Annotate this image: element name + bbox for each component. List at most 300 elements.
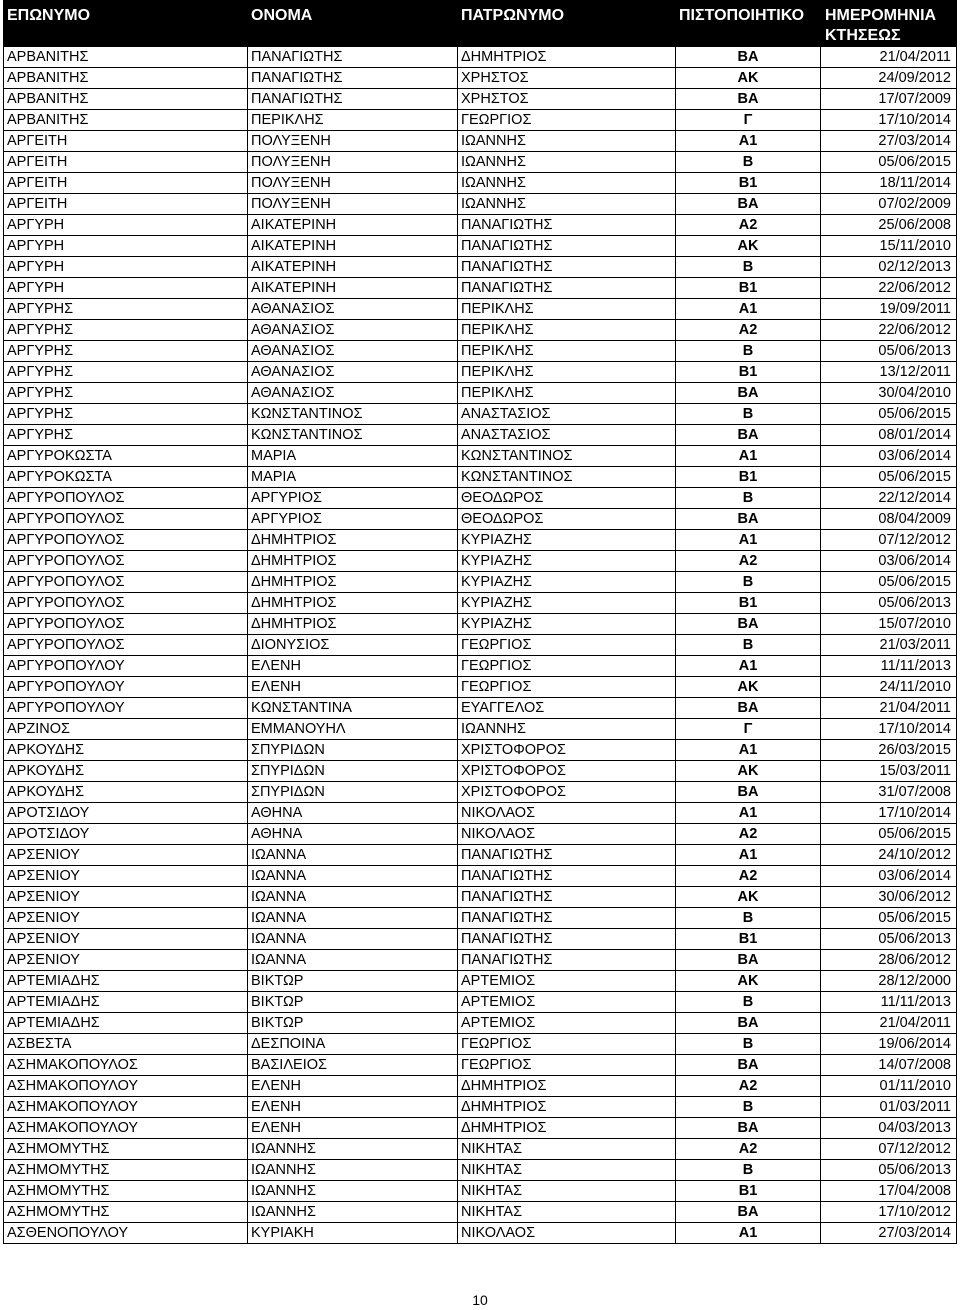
certificate-cell: ΒΑ xyxy=(676,509,821,530)
certificate-cell: Α2 xyxy=(676,824,821,845)
table-body xyxy=(4,47,957,1244)
date-cell: 05/06/2013 xyxy=(821,341,957,362)
father-name-cell: ΝΙΚΟΛΑΟΣ xyxy=(458,1223,676,1244)
name-cell: ΑΙΚΑΤΕΡΙΝΗ xyxy=(248,215,458,236)
certificate-cell: ΒΑ xyxy=(676,1118,821,1139)
father-name-cell: ΚΥΡΙΑΖΗΣ xyxy=(458,572,676,593)
table-row xyxy=(4,1160,957,1181)
name-cell: ΕΛΕΝΗ xyxy=(248,677,458,698)
date-cell: 21/04/2011 xyxy=(821,698,957,719)
date-cell: 08/01/2014 xyxy=(821,425,957,446)
certificate-cell: Α2 xyxy=(676,1139,821,1160)
surname-cell: ΑΡΣΕΝΙΟΥ xyxy=(4,950,248,971)
surname-cell: ΑΡΒΑΝΙΤΗΣ xyxy=(4,110,248,131)
father-name-cell: ΓΕΩΡΓΙΟΣ xyxy=(458,677,676,698)
name-cell: ΑΘΗΝΑ xyxy=(248,803,458,824)
name-cell: ΚΥΡΙΑΚΗ xyxy=(248,1223,458,1244)
surname-cell: ΑΡΓΥΡΗΣ xyxy=(4,404,248,425)
father-name-cell: ΚΥΡΙΑΖΗΣ xyxy=(458,530,676,551)
name-cell: ΣΠΥΡΙΔΩΝ xyxy=(248,761,458,782)
table-row xyxy=(4,1139,957,1160)
certificate-cell: Β xyxy=(676,1034,821,1055)
surname-cell: ΑΡΒΑΝΙΤΗΣ xyxy=(4,68,248,89)
certificate-cell: Β xyxy=(676,488,821,509)
table-row xyxy=(4,593,957,614)
certificate-cell: Γ xyxy=(676,110,821,131)
name-cell: ΙΩΑΝΝΗΣ xyxy=(248,1181,458,1202)
surname-cell: ΑΣΗΜΟΜΥΤΗΣ xyxy=(4,1160,248,1181)
certificate-cell: Β xyxy=(676,992,821,1013)
certificate-cell: ΒΑ xyxy=(676,950,821,971)
father-name-cell: ΚΥΡΙΑΖΗΣ xyxy=(458,551,676,572)
table-row xyxy=(4,488,957,509)
surname-cell: ΑΡΓΥΡΗ xyxy=(4,236,248,257)
name-cell: ΑΘΗΝΑ xyxy=(248,824,458,845)
date-cell: 05/06/2013 xyxy=(821,1160,957,1181)
table-row xyxy=(4,173,957,194)
surname-cell: ΑΡΓΕΙΤΗ xyxy=(4,152,248,173)
name-cell: ΜΑΡΙΑ xyxy=(248,467,458,488)
certificate-cell: ΒΑ xyxy=(676,1013,821,1034)
name-cell: ΑΘΑΝΑΣΙΟΣ xyxy=(248,383,458,404)
date-cell: 07/12/2012 xyxy=(821,1139,957,1160)
name-cell: ΕΛΕΝΗ xyxy=(248,656,458,677)
table-row xyxy=(4,740,957,761)
father-name-cell: ΠΑΝΑΓΙΩΤΗΣ xyxy=(458,215,676,236)
surname-cell: ΑΣΗΜΑΚΟΠΟΥΛΟΥ xyxy=(4,1118,248,1139)
name-cell: ΕΛΕΝΗ xyxy=(248,1118,458,1139)
certificate-cell: Β xyxy=(676,257,821,278)
name-cell: ΙΩΑΝΝΑ xyxy=(248,908,458,929)
date-cell: 05/06/2015 xyxy=(821,152,957,173)
name-cell: ΕΛΕΝΗ xyxy=(248,1097,458,1118)
name-cell: ΒΑΣΙΛΕΙΟΣ xyxy=(248,1055,458,1076)
certificate-cell: ΑΚ xyxy=(676,761,821,782)
name-cell: ΠΕΡΙΚΛΗΣ xyxy=(248,110,458,131)
father-name-cell: ΑΝΑΣΤΑΣΙΟΣ xyxy=(458,425,676,446)
table-row xyxy=(4,404,957,425)
certificate-cell: Α2 xyxy=(676,551,821,572)
surname-cell: ΑΡΓΥΡΟΠΟΥΛΟΣ xyxy=(4,488,248,509)
date-cell: 02/12/2013 xyxy=(821,257,957,278)
name-cell: ΙΩΑΝΝΑ xyxy=(248,929,458,950)
surname-cell: ΑΣΗΜΑΚΟΠΟΥΛΟΣ xyxy=(4,1055,248,1076)
date-cell: 17/10/2012 xyxy=(821,1202,957,1223)
father-name-cell: ΠΕΡΙΚΛΗΣ xyxy=(458,383,676,404)
table-row xyxy=(4,68,957,89)
name-cell: ΠΑΝΑΓΙΩΤΗΣ xyxy=(248,89,458,110)
father-name-cell: ΠΑΝΑΓΙΩΤΗΣ xyxy=(458,887,676,908)
date-cell: 24/11/2010 xyxy=(821,677,957,698)
name-cell: ΑΡΓΥΡΙΟΣ xyxy=(248,509,458,530)
header-certificate: ΠΙΣΤΟΠΟΙΗΤΙΚΟ xyxy=(676,1,821,47)
surname-cell: ΑΣΗΜΟΜΥΤΗΣ xyxy=(4,1202,248,1223)
date-cell: 21/04/2011 xyxy=(821,47,957,68)
date-cell: 28/12/2000 xyxy=(821,971,957,992)
father-name-cell: ΧΡΗΣΤΟΣ xyxy=(458,68,676,89)
father-name-cell: ΔΗΜΗΤΡΙΟΣ xyxy=(458,1118,676,1139)
date-cell: 24/10/2012 xyxy=(821,845,957,866)
name-cell: ΚΩΝΣΤΑΝΤΙΝΟΣ xyxy=(248,425,458,446)
surname-cell: ΑΣΒΕΣΤΑ xyxy=(4,1034,248,1055)
surname-cell: ΑΡΓΥΡΗ xyxy=(4,257,248,278)
certificate-cell: Β1 xyxy=(676,467,821,488)
father-name-cell: ΘΕΟΔΩΡΟΣ xyxy=(458,509,676,530)
table-row xyxy=(4,803,957,824)
name-cell: ΑΙΚΑΤΕΡΙΝΗ xyxy=(248,236,458,257)
name-cell: ΔΗΜΗΤΡΙΟΣ xyxy=(248,572,458,593)
surname-cell: ΑΡΓΥΡΟΠΟΥΛΟΣ xyxy=(4,530,248,551)
father-name-cell: ΠΕΡΙΚΛΗΣ xyxy=(458,320,676,341)
father-name-cell: ΙΩΑΝΝΗΣ xyxy=(458,131,676,152)
name-cell: ΑΘΑΝΑΣΙΟΣ xyxy=(248,362,458,383)
table-row xyxy=(4,425,957,446)
name-cell: ΔΗΜΗΤΡΙΟΣ xyxy=(248,593,458,614)
father-name-cell: ΓΕΩΡΓΙΟΣ xyxy=(458,110,676,131)
certificate-cell: Α1 xyxy=(676,656,821,677)
date-cell: 27/03/2014 xyxy=(821,1223,957,1244)
surname-cell: ΑΡΓΕΙΤΗ xyxy=(4,131,248,152)
certificate-cell: ΒΑ xyxy=(676,425,821,446)
certificate-cell: ΒΑ xyxy=(676,698,821,719)
father-name-cell: ΝΙΚΗΤΑΣ xyxy=(458,1139,676,1160)
certificate-cell: ΑΚ xyxy=(676,971,821,992)
certificate-cell: Β1 xyxy=(676,362,821,383)
certificate-cell: Β1 xyxy=(676,173,821,194)
header-date-line2: ΚΤΗΣΕΩΣ xyxy=(825,27,901,44)
name-cell: ΠΟΛΥΞΕΝΗ xyxy=(248,173,458,194)
father-name-cell: ΧΡΙΣΤΟΦΟΡΟΣ xyxy=(458,761,676,782)
header-acquisition-date xyxy=(821,1,957,47)
certificate-cell: Α2 xyxy=(676,1076,821,1097)
date-cell: 17/07/2009 xyxy=(821,89,957,110)
certificate-cell: Α1 xyxy=(676,131,821,152)
certificate-cell: Α1 xyxy=(676,530,821,551)
surname-cell: ΑΡΣΕΝΙΟΥ xyxy=(4,887,248,908)
certificate-cell: ΒΑ xyxy=(676,1202,821,1223)
father-name-cell: ΓΕΩΡΓΙΟΣ xyxy=(458,656,676,677)
certificate-cell: ΑΚ xyxy=(676,68,821,89)
date-cell: 05/06/2015 xyxy=(821,908,957,929)
name-cell: ΠΑΝΑΓΙΩΤΗΣ xyxy=(248,47,458,68)
date-cell: 05/06/2013 xyxy=(821,593,957,614)
surname-cell: ΑΡΖΙΝΟΣ xyxy=(4,719,248,740)
certificate-cell: Α1 xyxy=(676,1223,821,1244)
father-name-cell: ΔΗΜΗΤΡΙΟΣ xyxy=(458,1076,676,1097)
surname-cell: ΑΡΟΤΣΙΔΟΥ xyxy=(4,803,248,824)
surname-cell: ΑΡΓΕΙΤΗ xyxy=(4,194,248,215)
table-row xyxy=(4,1076,957,1097)
certificate-cell: ΒΑ xyxy=(676,47,821,68)
date-cell: 19/06/2014 xyxy=(821,1034,957,1055)
table-row xyxy=(4,89,957,110)
father-name-cell: ΠΕΡΙΚΛΗΣ xyxy=(458,341,676,362)
surname-cell: ΑΡΚΟΥΔΗΣ xyxy=(4,761,248,782)
father-name-cell: ΘΕΟΔΩΡΟΣ xyxy=(458,488,676,509)
certificate-cell: ΑΚ xyxy=(676,236,821,257)
father-name-cell: ΠΑΝΑΓΙΩΤΗΣ xyxy=(458,845,676,866)
name-cell: ΙΩΑΝΝΗΣ xyxy=(248,1202,458,1223)
father-name-cell: ΚΩΝΣΤΑΝΤΙΝΟΣ xyxy=(458,467,676,488)
table-row xyxy=(4,257,957,278)
surname-cell: ΑΡΓΥΡΟΠΟΥΛΟΣ xyxy=(4,572,248,593)
name-cell: ΜΑΡΙΑ xyxy=(248,446,458,467)
surname-cell: ΑΡΤΕΜΙΑΔΗΣ xyxy=(4,992,248,1013)
date-cell: 18/11/2014 xyxy=(821,173,957,194)
table-row xyxy=(4,656,957,677)
father-name-cell: ΙΩΑΝΝΗΣ xyxy=(458,719,676,740)
date-cell: 25/06/2008 xyxy=(821,215,957,236)
father-name-cell: ΧΡΙΣΤΟΦΟΡΟΣ xyxy=(458,740,676,761)
table-row xyxy=(4,719,957,740)
name-cell: ΙΩΑΝΝΑ xyxy=(248,887,458,908)
header-row xyxy=(4,1,957,47)
table-row xyxy=(4,299,957,320)
certificate-cell: Γ xyxy=(676,719,821,740)
name-cell: ΑΘΑΝΑΣΙΟΣ xyxy=(248,341,458,362)
surname-cell: ΑΡΓΥΡΗ xyxy=(4,215,248,236)
surname-cell: ΑΣΗΜΟΜΥΤΗΣ xyxy=(4,1139,248,1160)
certificate-cell: ΒΑ xyxy=(676,89,821,110)
table-row xyxy=(4,194,957,215)
date-cell: 17/10/2014 xyxy=(821,719,957,740)
date-cell: 08/04/2009 xyxy=(821,509,957,530)
page-number: 10 xyxy=(472,1292,488,1308)
surname-cell: ΑΡΓΥΡΟΠΟΥΛΟΣ xyxy=(4,551,248,572)
certificate-cell: Β1 xyxy=(676,1181,821,1202)
father-name-cell: ΠΑΝΑΓΙΩΤΗΣ xyxy=(458,278,676,299)
father-name-cell: ΙΩΑΝΝΗΣ xyxy=(458,173,676,194)
table-row xyxy=(4,971,957,992)
table-row xyxy=(4,362,957,383)
date-cell: 21/03/2011 xyxy=(821,635,957,656)
certificate-cell: ΒΑ xyxy=(676,1055,821,1076)
date-cell: 15/11/2010 xyxy=(821,236,957,257)
surname-cell: ΑΡΓΥΡΗΣ xyxy=(4,320,248,341)
name-cell: ΠΟΛΥΞΕΝΗ xyxy=(248,152,458,173)
father-name-cell: ΚΩΝΣΤΑΝΤΙΝΟΣ xyxy=(458,446,676,467)
father-name-cell: ΚΥΡΙΑΖΗΣ xyxy=(458,593,676,614)
date-cell: 05/06/2013 xyxy=(821,929,957,950)
date-cell: 22/06/2012 xyxy=(821,320,957,341)
father-name-cell: ΠΑΝΑΓΙΩΤΗΣ xyxy=(458,866,676,887)
father-name-cell: ΙΩΑΝΝΗΣ xyxy=(458,194,676,215)
date-cell: 17/10/2014 xyxy=(821,803,957,824)
father-name-cell: ΧΡΙΣΤΟΦΟΡΟΣ xyxy=(458,782,676,803)
name-cell: ΕΛΕΝΗ xyxy=(248,1076,458,1097)
surname-cell: ΑΡΓΥΡΟΠΟΥΛΟΣ xyxy=(4,614,248,635)
surname-cell: ΑΣΘΕΝΟΠΟΥΛΟΥ xyxy=(4,1223,248,1244)
table-row xyxy=(4,929,957,950)
date-cell: 30/04/2010 xyxy=(821,383,957,404)
father-name-cell: ΓΕΩΡΓΙΟΣ xyxy=(458,1034,676,1055)
table-row xyxy=(4,278,957,299)
name-cell: ΙΩΑΝΝΑ xyxy=(248,845,458,866)
date-cell: 19/09/2011 xyxy=(821,299,957,320)
certificate-cell: ΒΑ xyxy=(676,383,821,404)
date-cell: 30/06/2012 xyxy=(821,887,957,908)
date-cell: 07/02/2009 xyxy=(821,194,957,215)
table-row xyxy=(4,47,957,68)
date-cell: 17/10/2014 xyxy=(821,110,957,131)
certificate-cell: Β xyxy=(676,1160,821,1181)
father-name-cell: ΝΙΚΗΤΑΣ xyxy=(458,1160,676,1181)
date-cell: 15/03/2011 xyxy=(821,761,957,782)
date-cell: 26/03/2015 xyxy=(821,740,957,761)
table-row xyxy=(4,824,957,845)
father-name-cell: ΑΡΤΕΜΙΟΣ xyxy=(458,1013,676,1034)
table-row xyxy=(4,446,957,467)
father-name-cell: ΧΡΗΣΤΟΣ xyxy=(458,89,676,110)
name-cell: ΙΩΑΝΝΗΣ xyxy=(248,1139,458,1160)
date-cell: 05/06/2015 xyxy=(821,824,957,845)
table-row xyxy=(4,1202,957,1223)
surname-cell: ΑΡΓΥΡΗΣ xyxy=(4,341,248,362)
table-row xyxy=(4,1055,957,1076)
surname-cell: ΑΡΤΕΜΙΑΔΗΣ xyxy=(4,1013,248,1034)
certificate-cell: ΑΚ xyxy=(676,887,821,908)
surname-cell: ΑΡΓΕΙΤΗ xyxy=(4,173,248,194)
table-row xyxy=(4,677,957,698)
surname-cell: ΑΡΒΑΝΙΤΗΣ xyxy=(4,89,248,110)
certificate-cell: Β xyxy=(676,572,821,593)
table-row xyxy=(4,761,957,782)
table-row xyxy=(4,887,957,908)
table-row xyxy=(4,1013,957,1034)
table-row xyxy=(4,383,957,404)
name-cell: ΔΗΜΗΤΡΙΟΣ xyxy=(248,614,458,635)
table-row xyxy=(4,782,957,803)
header-father-name: ΠΑΤΡΩΝΥΜΟ xyxy=(458,1,676,47)
certificate-cell: Α2 xyxy=(676,215,821,236)
name-cell: ΑΙΚΑΤΕΡΙΝΗ xyxy=(248,257,458,278)
name-cell: ΙΩΑΝΝΑ xyxy=(248,950,458,971)
table-row xyxy=(4,1034,957,1055)
surname-cell: ΑΡΚΟΥΔΗΣ xyxy=(4,782,248,803)
father-name-cell: ΠΑΝΑΓΙΩΤΗΣ xyxy=(458,908,676,929)
date-cell: 31/07/2008 xyxy=(821,782,957,803)
surname-cell: ΑΡΓΥΡΗΣ xyxy=(4,299,248,320)
date-cell: 03/06/2014 xyxy=(821,551,957,572)
certificate-cell: Β1 xyxy=(676,593,821,614)
table-row xyxy=(4,467,957,488)
surname-cell: ΑΡΒΑΝΙΤΗΣ xyxy=(4,47,248,68)
name-cell: ΔΙΟΝΥΣΙΟΣ xyxy=(248,635,458,656)
certificate-cell: Β xyxy=(676,908,821,929)
father-name-cell: ΝΙΚΗΤΑΣ xyxy=(458,1202,676,1223)
certificate-cell: ΑΚ xyxy=(676,677,821,698)
father-name-cell: ΝΙΚΟΛΑΟΣ xyxy=(458,803,676,824)
name-cell: ΚΩΝΣΤΑΝΤΙΝΟΣ xyxy=(248,404,458,425)
date-cell: 11/11/2013 xyxy=(821,656,957,677)
surname-cell: ΑΡΓΥΡΟΠΟΥΛΟΥ xyxy=(4,698,248,719)
surname-cell: ΑΡΓΥΡΟΚΩΣΤΑ xyxy=(4,467,248,488)
name-cell: ΕΜΜΑΝΟΥΗΛ xyxy=(248,719,458,740)
date-cell: 15/07/2010 xyxy=(821,614,957,635)
surname-cell: ΑΡΓΥΡΟΠΟΥΛΟΥ xyxy=(4,656,248,677)
father-name-cell: ΠΑΝΑΓΙΩΤΗΣ xyxy=(458,236,676,257)
father-name-cell: ΠΕΡΙΚΛΗΣ xyxy=(458,362,676,383)
certificate-cell: Β1 xyxy=(676,929,821,950)
date-cell: 03/06/2014 xyxy=(821,446,957,467)
table-row xyxy=(4,845,957,866)
surname-cell: ΑΡΓΥΡΟΠΟΥΛΟΣ xyxy=(4,635,248,656)
table-row xyxy=(4,509,957,530)
date-cell: 22/06/2012 xyxy=(821,278,957,299)
table-row xyxy=(4,866,957,887)
name-cell: ΣΠΥΡΙΔΩΝ xyxy=(248,740,458,761)
father-name-cell: ΕΥΑΓΓΕΛΟΣ xyxy=(458,698,676,719)
certificate-cell: ΒΑ xyxy=(676,614,821,635)
name-cell: ΔΗΜΗΤΡΙΟΣ xyxy=(248,551,458,572)
certificate-cell: Β xyxy=(676,635,821,656)
name-cell: ΒΙΚΤΩΡ xyxy=(248,1013,458,1034)
table-row xyxy=(4,908,957,929)
surname-cell: ΑΡΟΤΣΙΔΟΥ xyxy=(4,824,248,845)
table-row xyxy=(4,1097,957,1118)
certificate-cell: Α1 xyxy=(676,803,821,824)
surname-cell: ΑΡΣΕΝΙΟΥ xyxy=(4,908,248,929)
name-cell: ΔΗΜΗΤΡΙΟΣ xyxy=(248,530,458,551)
certificate-cell: Β xyxy=(676,1097,821,1118)
date-cell: 13/12/2011 xyxy=(821,362,957,383)
date-cell: 11/11/2013 xyxy=(821,992,957,1013)
father-name-cell: ΠΕΡΙΚΛΗΣ xyxy=(458,299,676,320)
surname-cell: ΑΡΓΥΡΗΣ xyxy=(4,425,248,446)
surname-cell: ΑΡΤΕΜΙΑΔΗΣ xyxy=(4,971,248,992)
date-cell: 03/06/2014 xyxy=(821,866,957,887)
certificate-cell: ΒΑ xyxy=(676,194,821,215)
date-cell: 07/12/2012 xyxy=(821,530,957,551)
table-header xyxy=(4,1,957,47)
table-row xyxy=(4,698,957,719)
table-row xyxy=(4,110,957,131)
surname-cell: ΑΡΓΥΡΟΠΟΥΛΟΣ xyxy=(4,509,248,530)
surname-cell: ΑΣΗΜΟΜΥΤΗΣ xyxy=(4,1181,248,1202)
date-cell: 04/03/2013 xyxy=(821,1118,957,1139)
date-cell: 24/09/2012 xyxy=(821,68,957,89)
date-cell: 14/07/2008 xyxy=(821,1055,957,1076)
father-name-cell: ΝΙΚΟΛΑΟΣ xyxy=(458,824,676,845)
name-cell: ΠΟΛΥΞΕΝΗ xyxy=(248,131,458,152)
father-name-cell: ΠΑΝΑΓΙΩΤΗΣ xyxy=(458,929,676,950)
header-name: ΟΝΟΜΑ xyxy=(248,1,458,47)
table-row xyxy=(4,341,957,362)
table-row xyxy=(4,551,957,572)
table-row xyxy=(4,530,957,551)
table-row xyxy=(4,131,957,152)
date-cell: 01/03/2011 xyxy=(821,1097,957,1118)
surname-cell: ΑΡΓΥΡΟΠΟΥΛΟΣ xyxy=(4,593,248,614)
table-row xyxy=(4,614,957,635)
father-name-cell: ΚΥΡΙΑΖΗΣ xyxy=(458,614,676,635)
table-row xyxy=(4,992,957,1013)
father-name-cell: ΓΕΩΡΓΙΟΣ xyxy=(458,635,676,656)
date-cell: 22/12/2014 xyxy=(821,488,957,509)
surname-cell: ΑΡΣΕΝΙΟΥ xyxy=(4,929,248,950)
certificate-cell: Β xyxy=(676,341,821,362)
surname-cell: ΑΡΓΥΡΗΣ xyxy=(4,383,248,404)
date-cell: 05/06/2015 xyxy=(821,467,957,488)
father-name-cell: ΑΝΑΣΤΑΣΙΟΣ xyxy=(458,404,676,425)
certificate-cell: Β1 xyxy=(676,278,821,299)
table-row xyxy=(4,572,957,593)
certificate-cell: Α2 xyxy=(676,320,821,341)
header-date-line1: ΗΜΕΡΟΜΗΝΙΑ xyxy=(825,7,937,24)
table-row xyxy=(4,635,957,656)
header-surname: ΕΠΩΝΥΜΟ xyxy=(4,1,248,47)
date-cell: 28/06/2012 xyxy=(821,950,957,971)
